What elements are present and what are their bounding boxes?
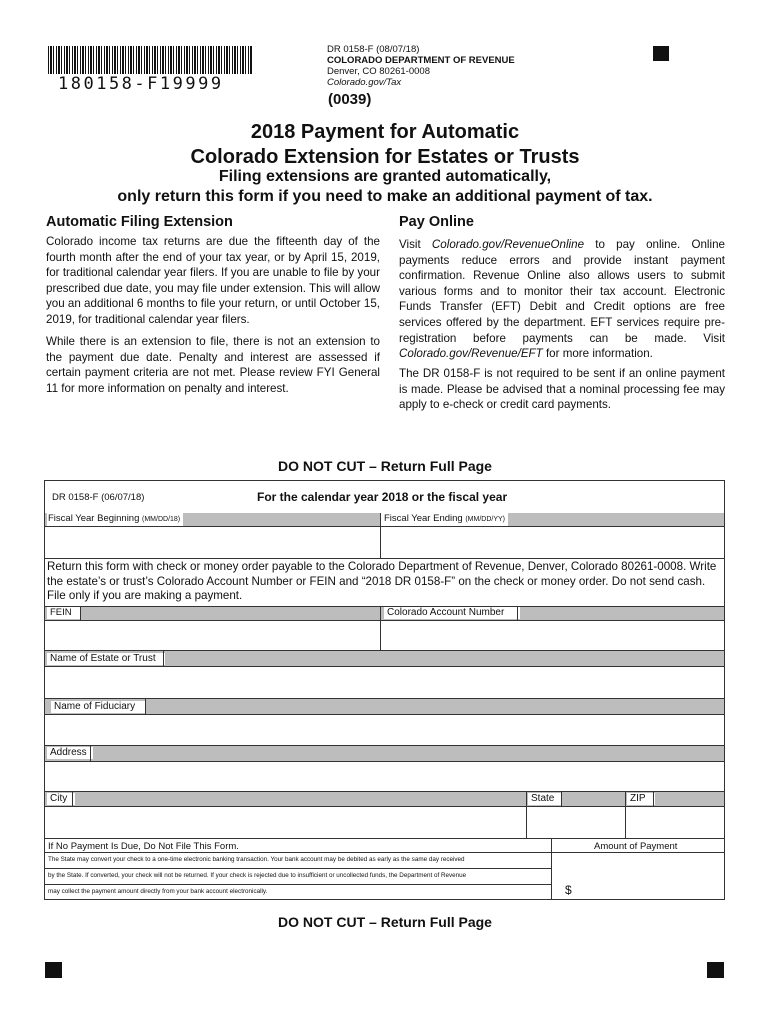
extension-paragraph-1: Colorado income tax returns are due the fifteenth day of the fourth month after the end of your tax year, or by April 15, 2019, for traditional calendar year filers. If you are unable to file by your prescribed due date, you may file under extension. This will allow you an additional 6 months to file your return, or until October 15, 2019, for traditional calendar year filers. [46,235,380,326]
barcode-number: 180158-F19999 [58,74,224,94]
page-title: 2018 Payment for Automatic [250,121,520,143]
do-not-cut-bottom: DO NOT CUT – Return Full Page [278,914,492,930]
fine-print-1: The State may convert your check to a one-time electronic banking transaction. Your bank account may be debited as early as the same day received [48,856,465,863]
fiscal-year-beginning-label: Fiscal Year Beginning (MM/DD/18) [47,513,183,526]
page-subtitle-line2: only return this form if you need to make an additional payment of tax. [117,188,653,205]
department-address: Denver, CO 80261-0008 [327,66,430,77]
account-number-input[interactable] [384,624,724,648]
estate-name-label: Name of Estate or Trust [47,653,165,665]
registration-mark [653,46,669,61]
barcode [48,46,253,74]
state-label: State [528,793,562,805]
fiduciary-name-label: Name of Fiduciary [51,701,146,713]
extension-paragraph-2: While there is an extension to file, there is not an extension to the payment due date. Penalty and interest are assessed if certain payment criteria are not met. Please review FYI General 11 for more information on penalty and interest. [46,335,380,395]
calendar-year-label: For the calendar year 2018 or the fiscal year [257,490,508,504]
page-title-line2: Colorado Extension for Estates or Trusts [190,146,580,168]
fine-print-2: by the State. If converted, your check will not be returned. If your check is rejected due to insufficient or uncollected funds, the Department of Revenue [48,872,467,879]
payment-instructions: Return this form with check or money order payable to the Colorado Department of Revenue, Denver, Colorado 80261-0008. Write the estate’s or trust’s Colorado Account Number or FEIN and “2018 DR 0158-F” on the check or money order. Do not send cash. File only if you are making a payment. [47,560,717,602]
address-input[interactable] [48,765,724,789]
address-label: Address [47,747,93,759]
revenue-online-link[interactable]: Colorado.gov/RevenueOnline [431,238,585,251]
form-code: (0039) [328,91,372,108]
dollar-sign: $ [565,883,572,897]
city-label: City [47,793,75,805]
pay-online-paragraph-2: The DR 0158-F is not required to be sent if an online payment is made. Please be advised that a nominal processing fee may apply to e-check or credit card payments. [399,367,725,412]
zip-label: ZIP [627,793,655,805]
city-input[interactable] [48,810,526,836]
section-heading-extension: Automatic Filing Extension [46,214,233,230]
state-input[interactable] [530,810,625,836]
section-heading-pay-online: Pay Online [399,214,474,230]
amount-label: Amount of Payment [594,841,678,852]
fein-input[interactable] [48,624,380,648]
fine-print-3: may collect the payment amount directly from your bank account electronically. [48,888,268,895]
no-payment-notice: If No Payment Is Due, Do Not File This Form. [48,841,239,852]
fiduciary-name-input[interactable] [48,718,724,744]
department-website: Colorado.gov/Tax [327,77,402,88]
zip-input[interactable] [629,810,724,836]
eft-link[interactable]: Colorado.gov/Revenue/EFT [399,347,543,361]
registration-mark [707,962,724,978]
estate-name-input[interactable] [48,670,724,696]
fiscal-year-ending-label: Fiscal Year Ending (MM/DD/YY) [381,513,508,526]
page-subtitle: Filing extensions are granted automatically, [218,168,552,185]
voucher-form-id: DR 0158-F (06/07/18) [52,492,145,503]
department-name: COLORADO DEPARTMENT OF REVENUE [327,55,515,66]
pay-online-paragraph-1: Visit Colorado.gov/RevenueOnline to pay online. Online payments reduce errors and provide instant payment confirmation. Revenue Online also allows users to submit various forms and to monitor their tax account. Electronic Funds Transfer (EFT) Debit and Credit options are free services offered by the department. EFT services require pre-registration before payments can be made. Visit Colorado.gov/Revenue/EFT for more information. [399,238,725,361]
account-number-label: Colorado Account Number [384,607,520,619]
do-not-cut-top: DO NOT CUT – Return Full Page [278,458,492,474]
amount-input[interactable] [576,878,724,900]
fiscal-year-beginning-input[interactable] [48,530,380,556]
fiscal-year-ending-input[interactable] [384,530,724,556]
registration-mark [45,962,62,978]
form-id: DR 0158-F (08/07/18) [327,44,420,55]
fein-label: FEIN [47,607,81,619]
